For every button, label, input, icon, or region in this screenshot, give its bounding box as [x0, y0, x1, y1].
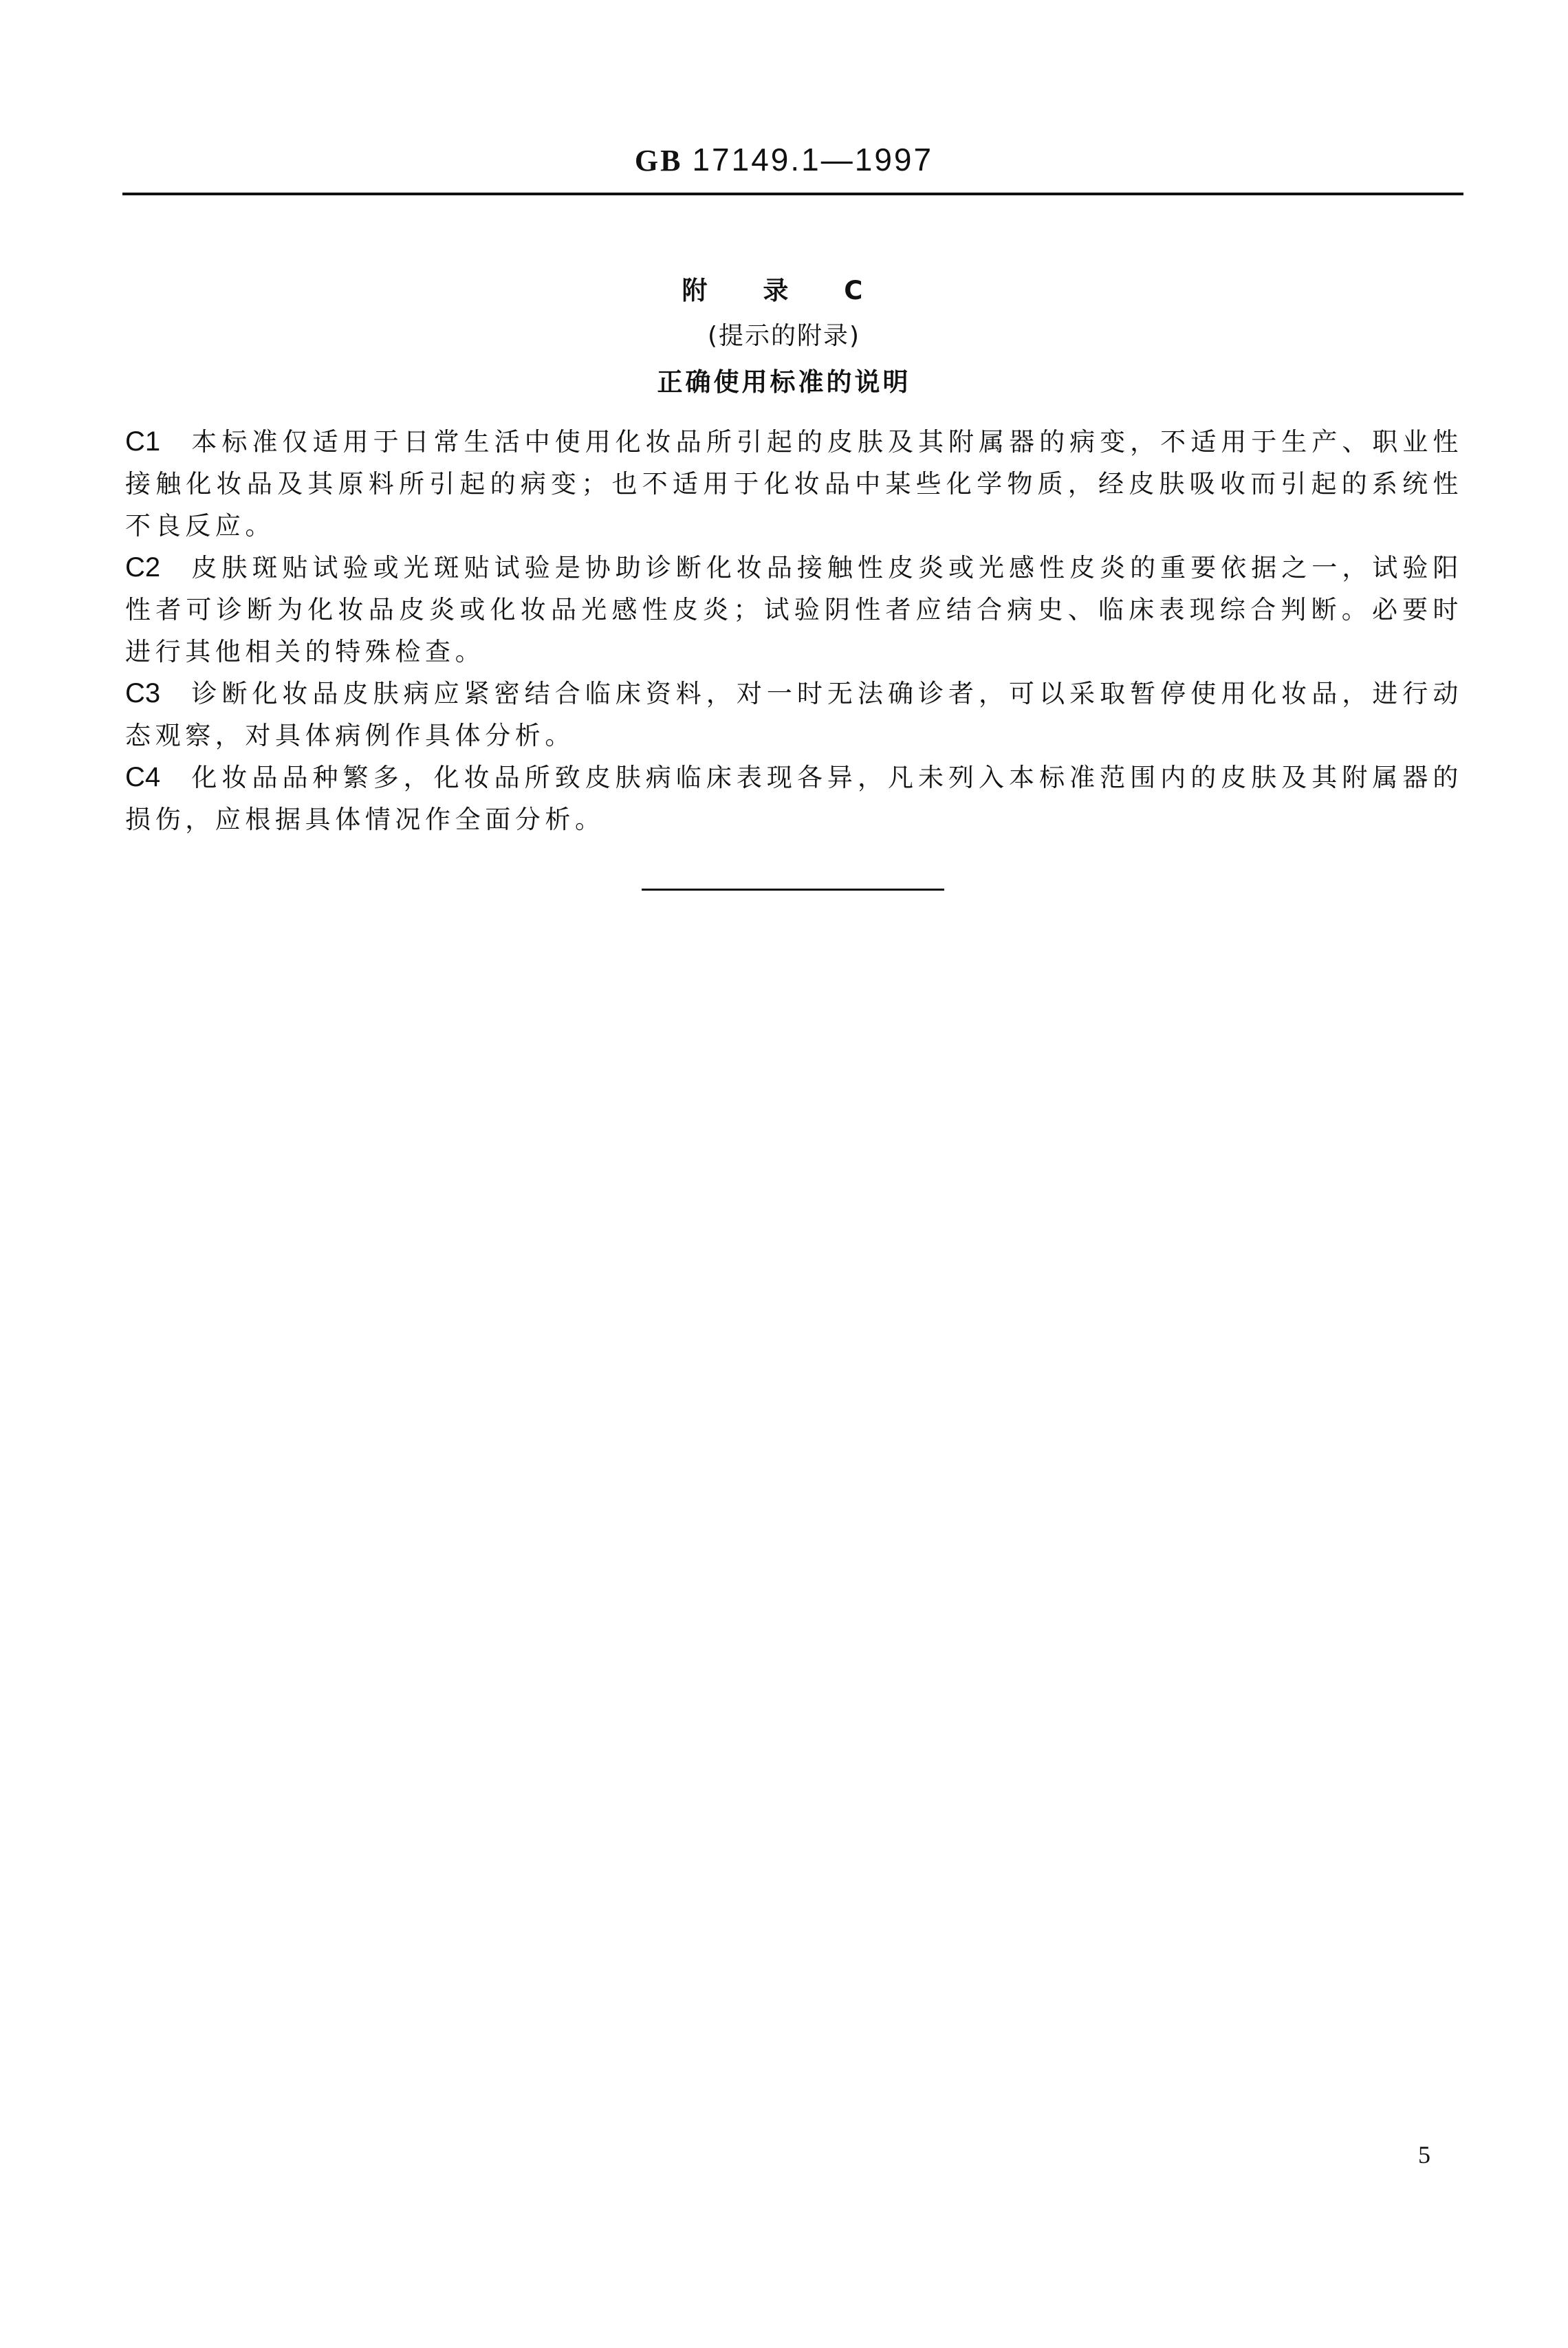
clause-c1 — [125, 421, 1463, 547]
appendix-heading: 正确使用标准的说明 — [657, 367, 911, 397]
clause-c3 — [125, 673, 1463, 757]
clause-number: C3 — [125, 678, 161, 708]
standard-code: 17149.1—1997 — [692, 142, 934, 177]
end-divider — [642, 889, 944, 891]
appendix-subtitle: (提示的附录) — [707, 322, 861, 350]
clause-number: C4 — [125, 762, 161, 792]
clause-c4 — [125, 757, 1463, 840]
clause-text: 诊断化妆品皮肤病应紧密结合临床资料，对一时无法确诊者，可以采取暂停使用化妆品，进行动态观察，对具体病例作具体分析。 — [125, 679, 1463, 750]
document-header — [0, 141, 1568, 178]
clause-text: 皮肤斑贴试验或光斑贴试验是协助诊断化妆品接触性皮炎或光感性皮炎的重要依据之一，试验阳性者可诊断为化妆品皮炎或化妆品光感性皮炎；试验阴性者应结合病史、临床表现综合判断。必要时进行其他相关的特殊检查。 — [125, 553, 1463, 666]
clause-c2 — [125, 547, 1463, 673]
clause-number: C1 — [125, 426, 161, 457]
clause-text: 本标准仅适用于日常生活中使用化妆品所引起的皮肤及其附属器的病变，不适用于生产、职业性接触化妆品及其原料所引起的病变；也不适用于化妆品中某些化学物质，经皮肤吸收而引起的系统性不良反应。 — [125, 427, 1463, 541]
clause-number: C2 — [125, 552, 161, 583]
clause-list — [125, 421, 1463, 840]
page-number: 5 — [1418, 2141, 1430, 2168]
header-divider — [122, 193, 1463, 195]
standard-prefix: GB — [634, 144, 683, 177]
appendix-title: 附 录 C — [682, 276, 886, 305]
clause-text: 化妆品品种繁多，化妆品所致皮肤病临床表现各异，凡未列入本标准范围内的皮肤及其附属器的损伤，应根据具体情况作全面分析。 — [125, 763, 1463, 834]
